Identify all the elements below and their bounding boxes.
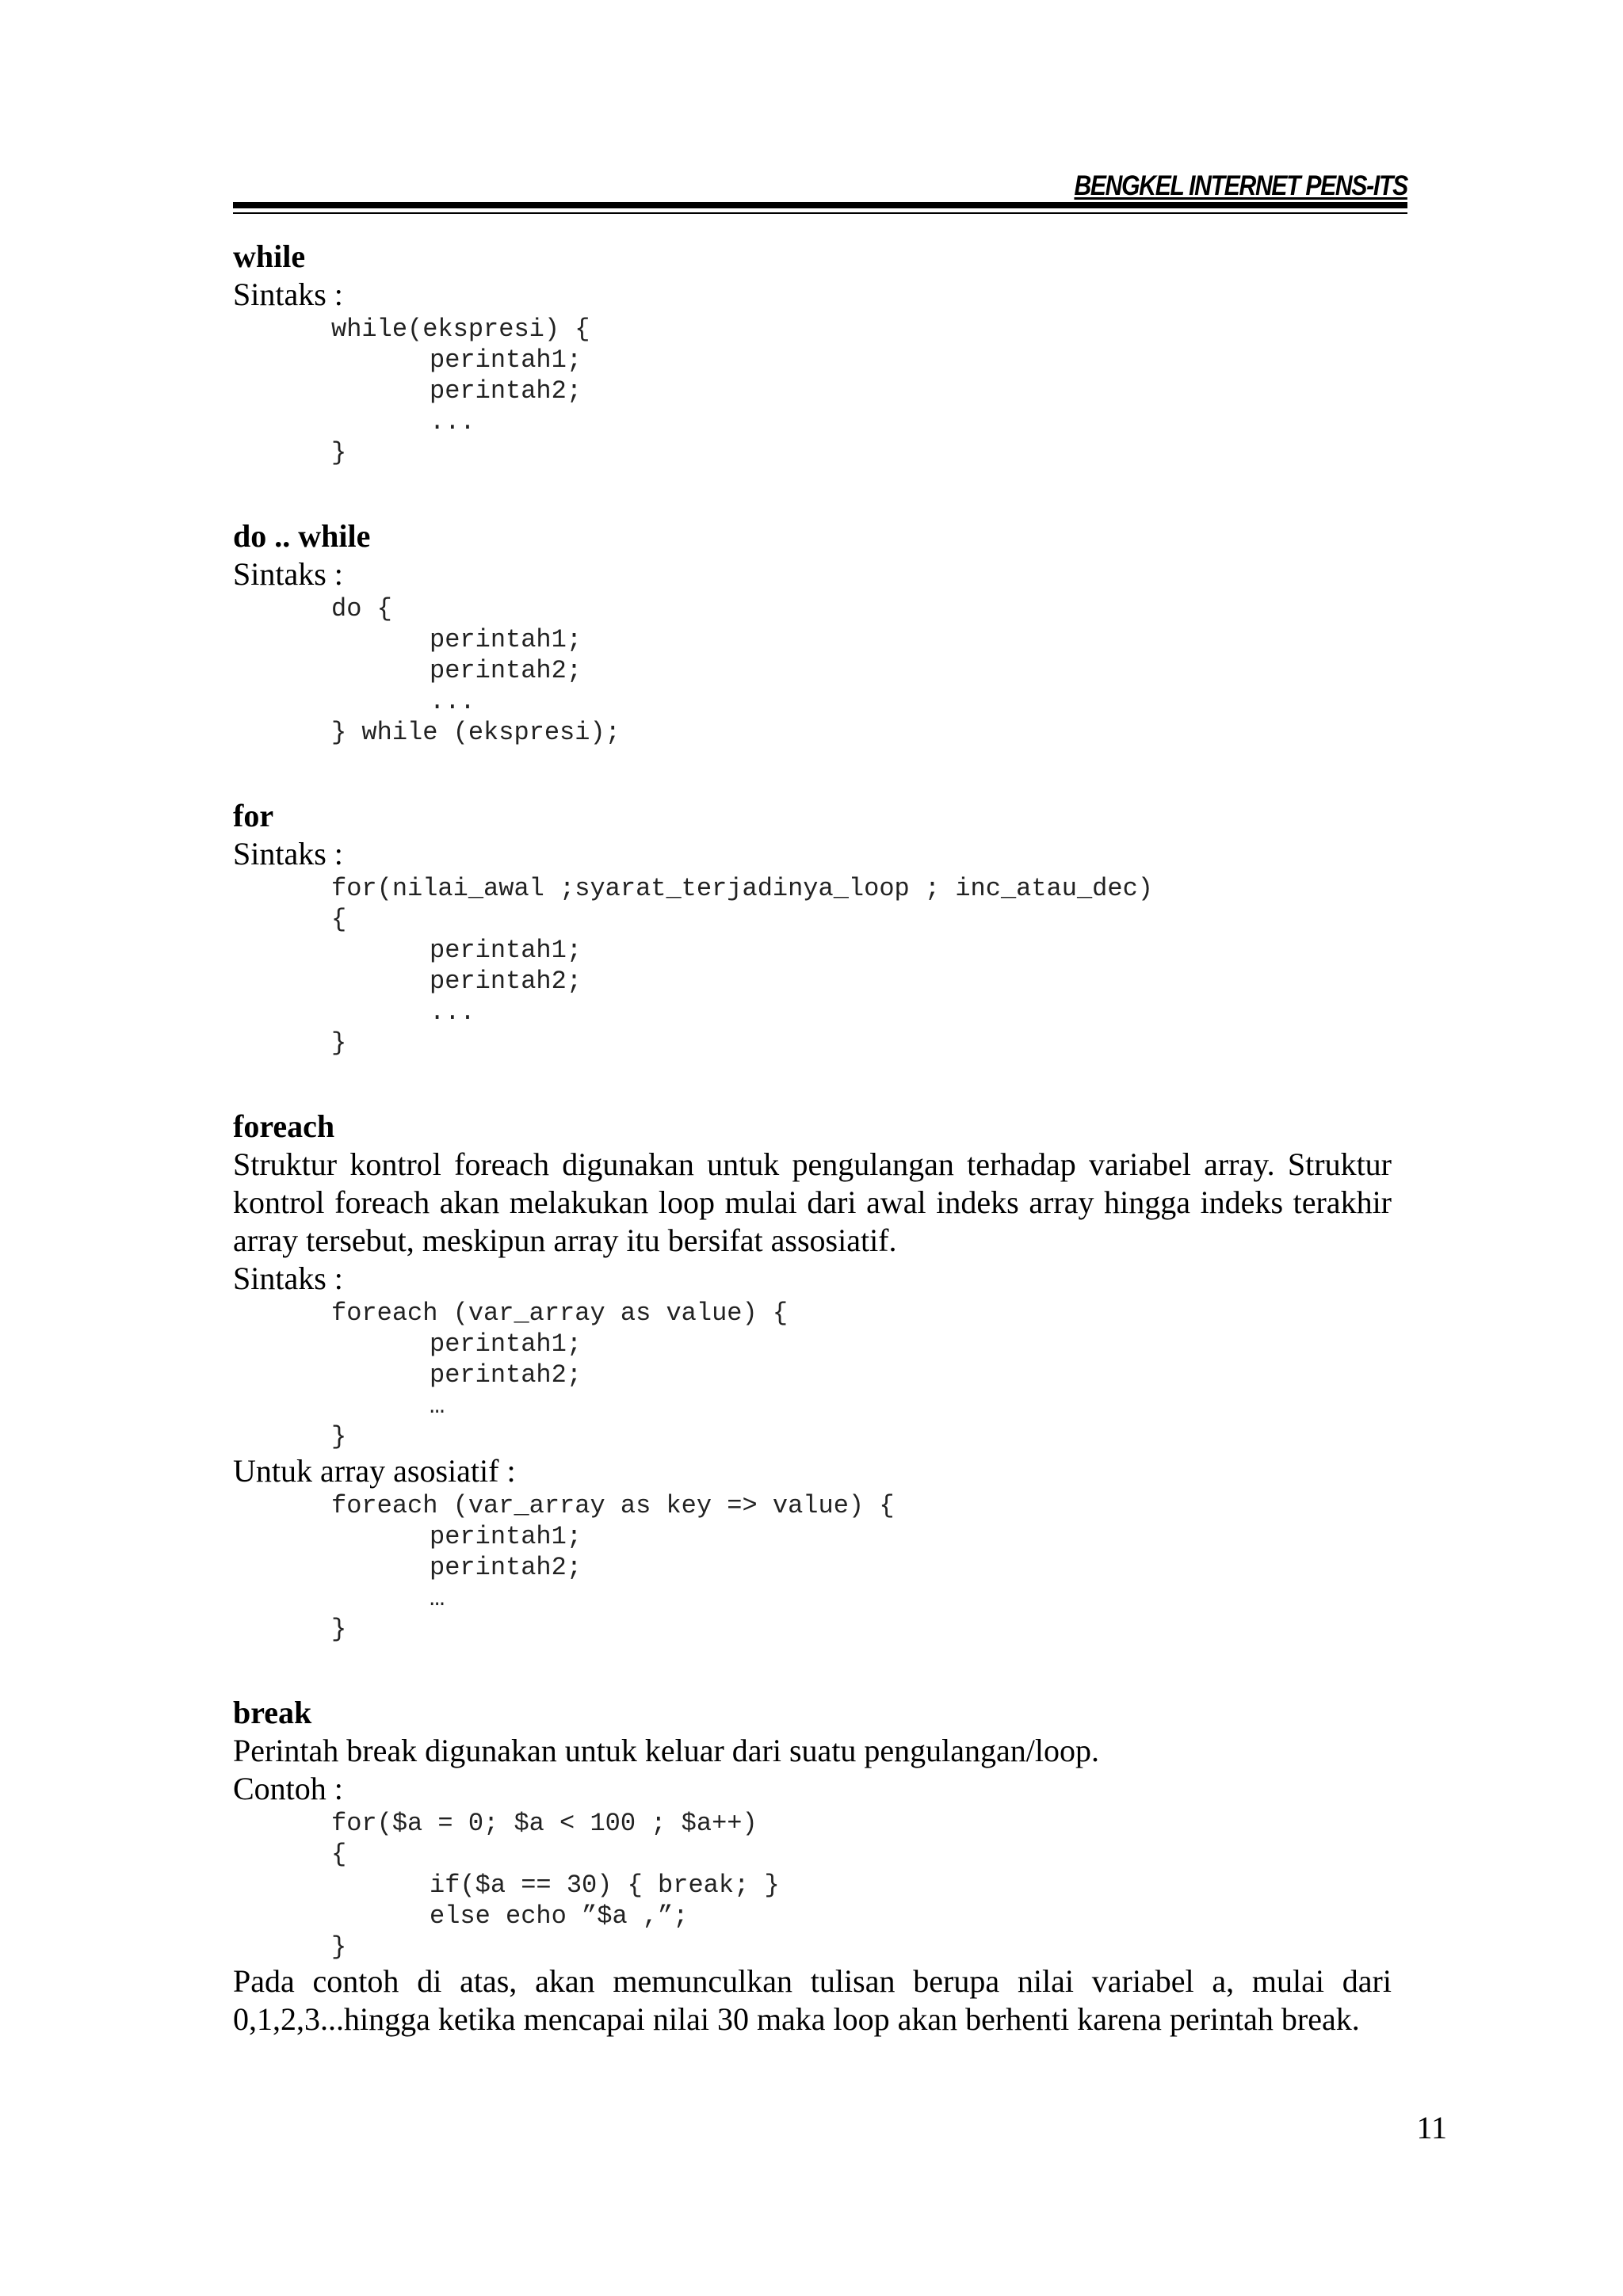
section-while (233, 238, 1392, 468)
code-block-for (233, 873, 1392, 1058)
header-rule-thin (233, 212, 1407, 214)
code-line: perintah1; (430, 1522, 582, 1551)
section-title-for: for (233, 798, 274, 833)
syntax-label: Sintaks : (233, 1261, 343, 1296)
section-break (233, 1694, 1392, 2039)
code-block-foreach (233, 1298, 1392, 1452)
code-block-foreach-assoc (233, 1490, 1392, 1645)
code-line: … (430, 1584, 445, 1613)
code-line: perintah1; (430, 1329, 582, 1359)
section-for (233, 797, 1392, 1058)
code-line: ... (430, 687, 475, 716)
code-line: perintah2; (430, 376, 582, 406)
code-line: } while (ekspresi); (331, 718, 621, 747)
code-line: ... (430, 997, 475, 1027)
code-line: else echo ”$a ,”; (430, 1901, 689, 1931)
code-line: } (331, 1422, 347, 1451)
syntax-label: Sintaks : (233, 836, 343, 871)
code-line: perintah2; (430, 1360, 582, 1390)
code-line: perintah1; (430, 936, 582, 965)
assoc-array-label: Untuk array asosiatif : (233, 1453, 516, 1489)
code-line: foreach (var_array as value) { (331, 1299, 789, 1328)
code-line: while(ekspresi) { (331, 315, 590, 344)
section-title-do-while: do .. while (233, 518, 371, 554)
code-line: ... (430, 407, 475, 437)
code-line: } (331, 1028, 347, 1058)
code-line: perintah2; (430, 656, 582, 685)
break-explanation: Pada contoh di atas, akan memunculkan tulisan berupa nilai variabel a, mulai dari 0,1,2,3...hingga ketika mencapai nilai 30 maka loop akan berhenti karena perintah break. (233, 1963, 1392, 2037)
foreach-description: Struktur kontrol foreach digunakan untuk pengulangan terhadap variabel array. Struktur kontrol foreach akan melakukan loop mulai dari awal indeks array hingga indeks terakhir array tersebut, meskipun array itu bersifat assosiatif. (233, 1146, 1392, 1258)
syntax-label: Sintaks : (233, 277, 343, 312)
code-line: { (331, 1840, 347, 1869)
example-label: Contoh : (233, 1771, 343, 1806)
header-rule-thick (233, 202, 1407, 208)
code-line: } (331, 1932, 347, 1962)
section-title-while: while (233, 238, 306, 274)
code-line: perintah1; (430, 345, 582, 375)
page-number: 11 (1416, 2110, 1447, 2145)
section-title-break: break (233, 1695, 312, 1730)
code-line: } (331, 438, 347, 467)
header-title: BENGKEL INTERNET PENS-ITS (1074, 170, 1407, 201)
code-line: perintah1; (430, 625, 582, 654)
page-content (233, 238, 1392, 2039)
code-line: } (331, 1615, 347, 1644)
code-line: foreach (var_array as key => value) { (331, 1491, 895, 1520)
code-line: perintah2; (430, 967, 582, 996)
section-title-foreach: foreach (233, 1108, 335, 1144)
section-foreach (233, 1108, 1392, 1645)
code-line: { (331, 905, 347, 934)
break-description: Perintah break digunakan untuk keluar dari suatu pengulangan/loop. (233, 1733, 1100, 1768)
code-line: for($a = 0; $a < 100 ; $a++) (331, 1809, 758, 1838)
code-line: if($a == 30) { break; } (430, 1871, 780, 1900)
code-line: for(nilai_awal ;syarat_terjadinya_loop ; inc_atau_dec) (331, 874, 1153, 903)
code-block-while (233, 314, 1392, 468)
syntax-label: Sintaks : (233, 556, 343, 592)
code-line: … (430, 1391, 445, 1421)
section-do-while (233, 517, 1392, 748)
code-block-do-while (233, 593, 1392, 748)
code-line: do { (331, 594, 392, 624)
code-block-break (233, 1808, 1392, 1962)
code-line: perintah2; (430, 1553, 582, 1582)
